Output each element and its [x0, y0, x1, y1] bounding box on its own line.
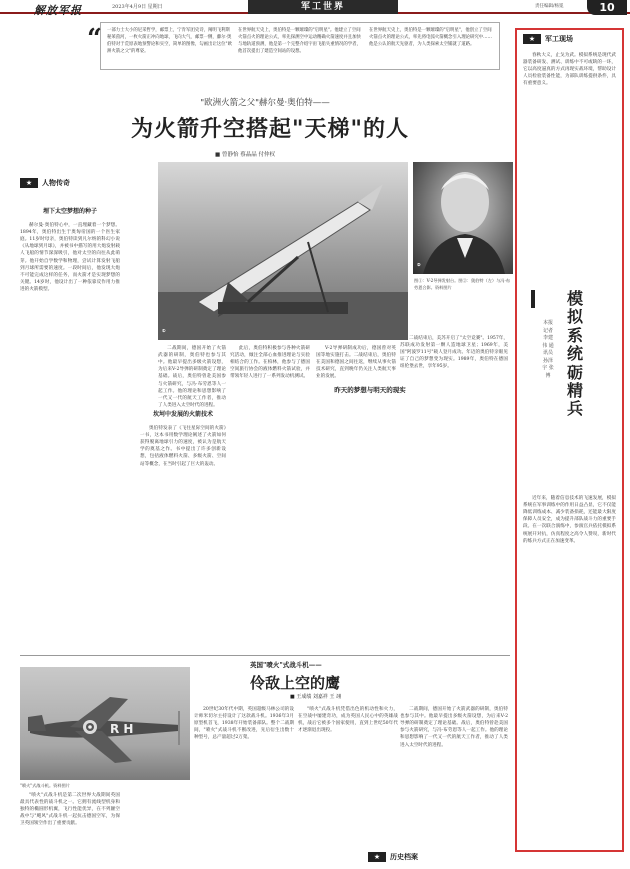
body-col-1: 赫尔曼·奥伯特心中，一直埋藏着一个梦想。1894年，奥伯特出生于奥匈帝国的一个医生家庭。11岁时母亲，奥伯特读到凡尔纳的科幻小说《从地球到月球》，并被书中描写的用大炮发射载人飞船的情节深深吸引，他对太空的向往从此萌芽。他开始自学数学和物理，尝试计算发射飞船到月球所需要的速度。一段时间后，他发现大炮不可能完成这样的任务，而火箭才是实现梦想的关键。14岁时，他设计出了一种依靠反作用力推进的火箭模型。	[20, 223, 120, 292]
plane-col-2: 20世纪30年代中期，英国超级马林公司的设计师米切尔主持设计了这款战斗机。1936年3月原型机首飞，1938年开始装备部队。整个二战期间，"喷火"式战斗机不断改进，先后衍生出数十种型号，总产量超过2万架。	[194, 707, 294, 741]
newspaper-name: 解放军报	[34, 4, 82, 17]
article-byline: ■ 曾静怡 蔡晶晶 付仲权	[215, 152, 275, 158]
spitfire-image	[20, 667, 190, 780]
intro-col-3: 在世界航天史上，奥伯特是一颗璀璨的"启明星"，他创立了空间火箭点火的理论公式，率先将电弧火箭概念引入理论研究中……他是公认的航天先驱者，为人类探索太空铺就了道路。	[369, 28, 492, 48]
rocket-image	[158, 162, 408, 340]
section-divider	[20, 655, 510, 656]
editor-credit: 责任编辑/杨冕	[535, 4, 564, 9]
subheading-dream: 埋下太空梦想的种子	[42, 208, 97, 215]
sidebar-top-text: 春秋大义，止戈为武。模拟系统是现代武器装备研发、测试、训练中不可或缺的一环，它以高度逼真的方式再现实战环境，帮助设计人员检验装备性能，为部队训练提供条件，具有重要意义。	[523, 53, 616, 87]
body-col-2a: 二战期间，德国开始了火箭武器的研制，奥伯特也参与其中。他最早提出多级火箭设想，为后来V-2导弹的研制奠定了理论基础。战后，奥伯特曾赴美国参与火箭研究，与冯·布劳恩等人一起工作。他的理论和思想影响了一代又一代的航天工作者，推动了人类进入太空时代的进程。	[158, 346, 226, 408]
plane-col-3: "喷火"式战斗机凭借出色的机动性和火力，在空战中屡建奇功，成为英国人民心中的英雄战机，战后它被多个国家使用，直到上世纪50年代才逐渐退出现役。	[298, 707, 398, 734]
intro-col-1: 一部力士大小的尼采哲学，邮票上，宁肯军团史诗，阐明飞利斯秘莱茵河，一枚火箭正冲向地球，飞向大气，邮票一侧，藤尔·奥伯特对于荒原表地预警论和实空，简单的图像，勾画出让这位"欧洲火箭之父"的尊姿。	[107, 28, 232, 55]
vertical-title-marker	[531, 290, 535, 308]
oberth-portrait-photo	[413, 162, 513, 274]
body-col-2: 奥伯特发表了《飞往星际空间的火箭》一书，这本书用数学理论阐述了火箭如何获得脱离地球引力的速度，被认为是航天学的奠基之作。书中提出了许多创新设想，包括液体燃料火箭、多级火箭、空间站等概念，在当时引起了巨大的轰动。	[140, 426, 226, 467]
section-title: 军工世界	[248, 0, 398, 14]
plane-caption: "喷火"式战斗机。资料图片	[20, 783, 70, 788]
v2-rocket-photo	[158, 162, 408, 340]
photo-label-2: ②	[417, 262, 421, 267]
plane-byline: ■ 王成绩 刘嘉祥 王 翊	[290, 694, 342, 700]
sidebar-byline: 本报记者 李建伟 通讯员 孙泽宇 张 博	[542, 320, 554, 379]
quote-mark-icon: “	[87, 24, 102, 54]
star-icon: ★	[368, 852, 386, 862]
section-header-history: ★ 历史档案	[368, 852, 418, 863]
intro-col-2: 在世界航天史上，奥伯特是一颗璀璨的"启明星"。他建立了空间火箭点火的理论公式，率先探测空中运动精确火箭速度并且加快与地轨道预测，他是第一个完整介绍宇宙飞船失重情况的学者，他首次提出了建造空间站的设想。	[238, 28, 361, 55]
body-col-4: V-2导弹研制成功后，德国曾对英国等地实施打击。二战结束后，奥伯特在美国和德国之间往返，继续从事火箭技术研究，直到晚年仍关注人类航天事业的发展。	[316, 346, 396, 380]
sidebar-bottom-text: 近年来，随着信息技术的飞速发展，模拟系统在军事训练中的作用日益凸显，它不仅能降低训练成本、减少装备损耗，还能最大限度保障人员安全，成为提升部队战斗力的重要手段。在一次联合演练中，参演官兵依托模拟系统展开对抗，仿真程度之高令人赞叹，新时代的练兵方式正在加速变革。	[523, 496, 616, 544]
star-icon: ★	[20, 178, 38, 188]
plane-col-1: "喷火"式战斗机是第二次世界大战期间英国最具代表性的战斗机之一。它拥有流线型机身和独特的椭圆形机翼，飞行性能优异，在不列颠空战中与"飓风"式战斗机一起抗击德国空军，为保卫英国领空作出了重要贡献。	[20, 793, 120, 827]
star-icon: ★	[523, 34, 541, 44]
spitfire-photo	[20, 667, 190, 780]
portrait-image	[413, 162, 513, 274]
subheading-dream-future: 昨天的梦想与明天的现实	[334, 386, 406, 394]
body-col-5: 二战结束后，美苏开启了"太空竞赛"。1957年，苏联成功发射第一颗人造地球卫星；1969年，美国"阿波罗11号"载人登月成功。年迈的奥伯特亲眼见证了自己的梦想变为现实。1989年，奥伯特在德国纽伦堡去世，享年95岁。	[400, 336, 508, 370]
section-header-biography: ★ 人物传奇	[20, 178, 70, 188]
plane-kicker: 英国"喷火"式战斗机——	[250, 661, 322, 669]
sidebar-vertical-title: 模拟系统砺精兵	[566, 289, 583, 419]
issue-date: 2023年4月9日 星期日	[112, 4, 163, 10]
intro-box	[87, 22, 500, 70]
plane-col-4: 二战期间，德国开始了火箭武器的研制，奥伯特也参与其中。他最早提出多级火箭设想，为后来V-2导弹的研制奠定了理论基础。战后，奥伯特曾赴美国参与火箭研究，与冯·布劳恩等人一起工作。他的理论和思想影响了一代又一代的航天工作者，推动了人类进入太空时代的进程。	[400, 707, 508, 748]
article-subheadline: "欧洲火箭之父"赫尔曼·奥伯特——	[200, 98, 330, 108]
photo-caption: 图①：V-2导弹发射台。图②：奥伯特（左）与冯·布劳恩合影。资料图片	[414, 278, 510, 290]
body-col-3: 此后，奥伯特积极参与各种火箭研究活动，倾注全部心血推进理论与实验相结合的工作。在柏林，他参与了德国空间旅行协会的液体燃料火箭试验，并带领年轻人进行了一系列发动机测试。	[230, 346, 310, 380]
sidebar-header: ★ 军工现场	[523, 34, 573, 44]
plane-headline: 伶敌上空的鹰	[250, 674, 341, 692]
page-number: 10	[587, 0, 627, 15]
svg-text:R H: R H	[110, 722, 134, 736]
article-headline: 为火箭升空搭起"天梯"的人	[131, 117, 409, 142]
subheading-rocket: 坎坷中发展的火箭技术	[152, 411, 213, 418]
photo-label-1: ①	[162, 328, 166, 333]
